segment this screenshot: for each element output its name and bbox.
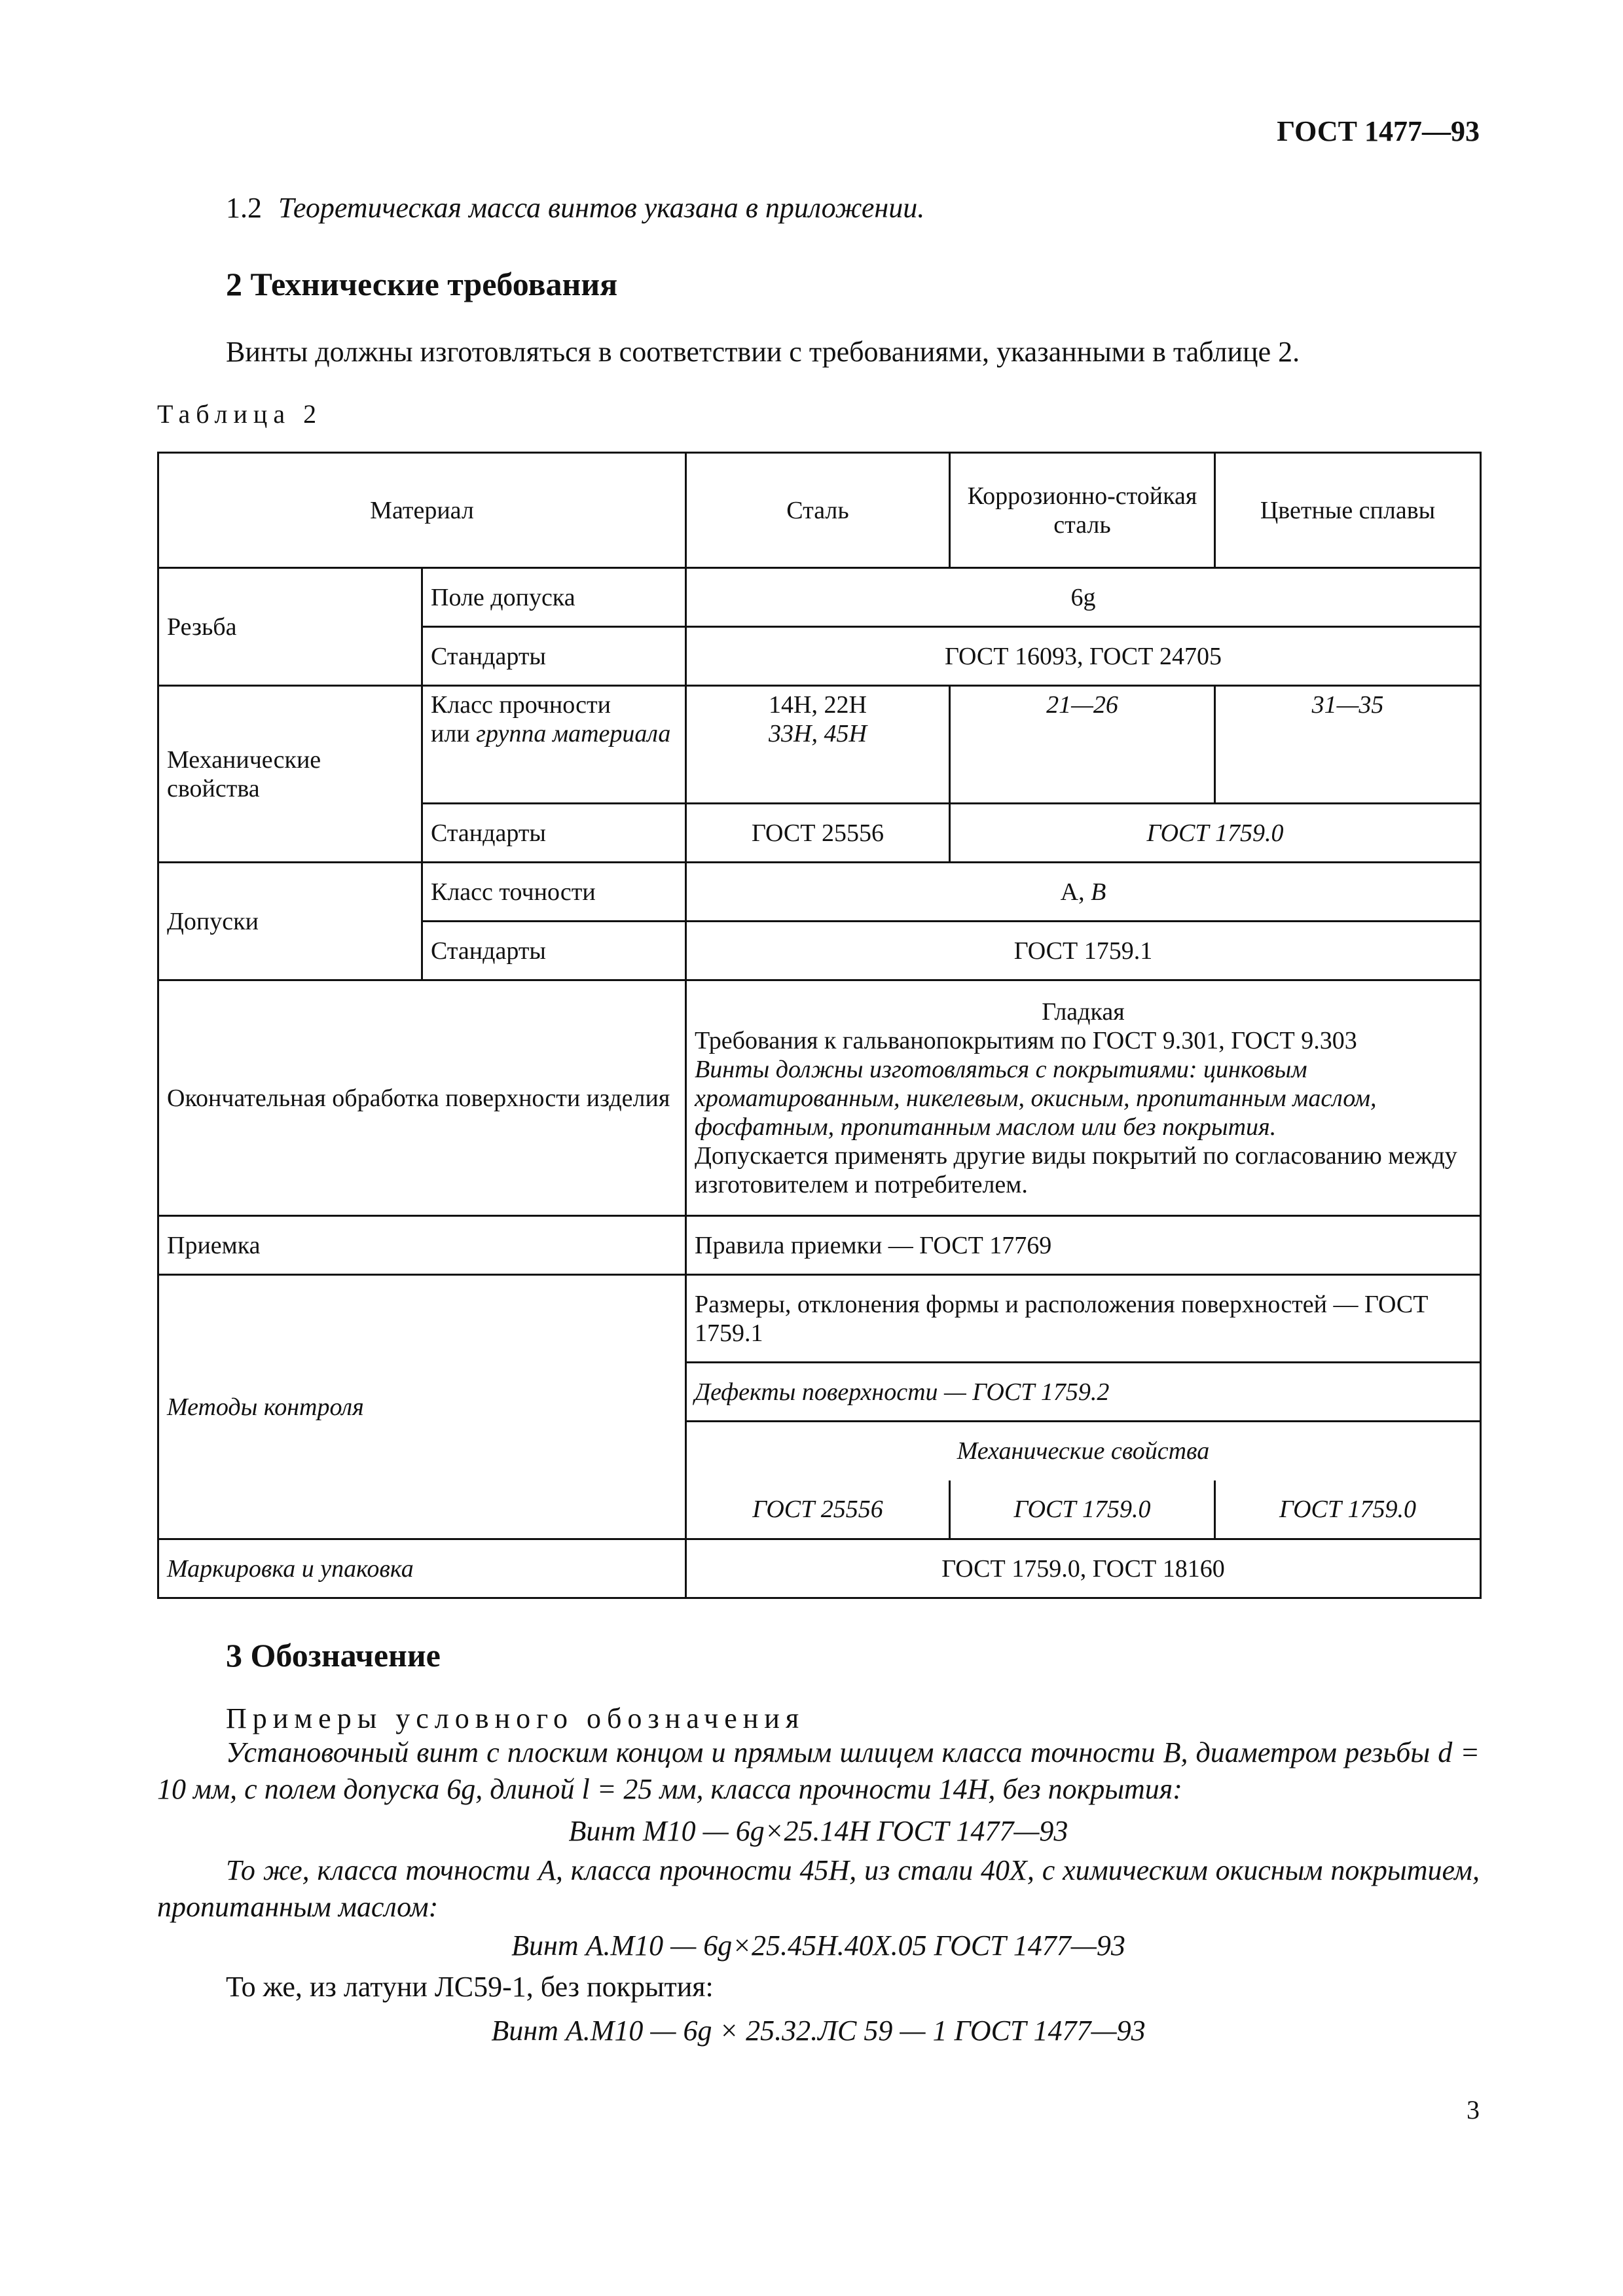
table-row (158, 568, 1481, 627)
document-code-header: ГОСТ 1477—93 (1277, 115, 1480, 147)
row-label-marking: Маркировка и упаковка (158, 1539, 686, 1598)
mech-class-stainless: 21—26 (950, 686, 1215, 804)
tol-std-label: Стандарты (422, 922, 686, 980)
tol-accuracy-label: Класс точности (422, 863, 686, 922)
example-2-code: Винт А.М10 — 6g×25.45H.40X.05 ГОСТ 1477—93 (511, 1929, 1125, 1962)
table-row (158, 1539, 1481, 1598)
section-3-title: 3 Обозначение (226, 1637, 441, 1674)
finish-line-1: Гладкая (1042, 997, 1125, 1026)
mech-class-steel-1: 14H, 22H (769, 691, 867, 719)
row-label-tolerances: Допуски (158, 863, 422, 980)
table-header-row (158, 453, 1481, 568)
mech-std-other: ГОСТ 1759.0 (950, 804, 1481, 863)
mech-class-label-2: или (431, 720, 470, 747)
acceptance-value: Правила приемки — ГОСТ 17769 (686, 1216, 1481, 1275)
table-row (158, 1275, 1481, 1363)
mech-std-label: Стандарты (422, 804, 686, 863)
control-mech-stainless: ГОСТ 1759.0 (950, 1480, 1215, 1539)
mech-class-nonferrous: 31—35 (1215, 686, 1481, 804)
header-stainless: Коррозионно-стойкая сталь (950, 453, 1215, 568)
thread-tol-label: Поле допуска (422, 568, 686, 627)
examples-heading: Примеры условного обозначения (226, 1702, 805, 1734)
row-label-mechanical: Механические свойства (158, 686, 422, 863)
mech-class-label (422, 686, 686, 804)
example-3-code: Винт А.М10 — 6g × 25.32.ЛС 59 — 1 ГОСТ 1477—93 (491, 2015, 1146, 2047)
row-label-control: Методы контроля (158, 1275, 686, 1539)
finish-line-3: Винты должны изготовляться с покрытиями: цинковым хроматированным, никелевым, окисным, пропитанным маслом, фосфатным, пропитанным маслом или без покрытия. (695, 1055, 1377, 1141)
section-2-intro: Винты должны изготовляться в соответствии с требованиями, указанными в таблице 2. (226, 336, 1300, 368)
mech-class-steel (686, 686, 950, 804)
header-material: Материал (158, 453, 686, 568)
table-row (158, 980, 1481, 1216)
section-1-2 (226, 190, 1470, 226)
control-dims: Размеры, отклонения формы и расположения поверхностей — ГОСТ 1759.1 (686, 1275, 1481, 1363)
control-mech-title: Механические свойства (686, 1422, 1481, 1480)
mech-class-steel-2: 33H, 45H (769, 720, 867, 747)
table-row (158, 863, 1481, 922)
table-caption: Таблица 2 (157, 399, 323, 429)
tol-accuracy-a: А, (1060, 878, 1085, 906)
thread-tol-value: 6g (686, 568, 1481, 627)
finish-line-4: Допускается применять другие виды покрытий по согласованию между изготовителем и потребителем. (695, 1141, 1457, 1198)
thread-std-value: ГОСТ 16093, ГОСТ 24705 (686, 627, 1481, 686)
row-label-thread: Резьба (158, 568, 422, 686)
row-label-finish: Окончательная обработка поверхности изделия (158, 980, 686, 1216)
mech-class-label-1: Класс прочности (431, 691, 611, 719)
finish-value (686, 980, 1481, 1216)
item-text: Теоретическая масса винтов указана в приложении. (278, 192, 925, 224)
example-2-text: То же, класса точности А, класса прочности 45H, из стали 40Х, с химическим окисным покрытием, пропитанным маслом: (157, 1854, 1480, 1923)
tol-std-value: ГОСТ 1759.1 (686, 922, 1481, 980)
example-1-text: Установочный винт с плоским концом и прямым шлицем класса точности В, диаметром резьбы d = 10 мм, с полем допуска 6g, длиной l = 25 мм, класса прочности 14H, без покрытия: (157, 1736, 1480, 1805)
mech-std-steel: ГОСТ 25556 (686, 804, 950, 863)
tol-accuracy-value (686, 863, 1481, 922)
finish-line-2: Требования к гальванопокрытиям по ГОСТ 9.301, ГОСТ 9.303 (695, 1026, 1357, 1054)
table-2 (157, 452, 1482, 1599)
thread-std-label: Стандарты (422, 627, 686, 686)
marking-value: ГОСТ 1759.0, ГОСТ 18160 (686, 1539, 1481, 1598)
mech-class-label-3: группа материала (476, 720, 671, 747)
control-mech-steel: ГОСТ 25556 (686, 1480, 950, 1539)
control-defects: Дефекты поверхности — ГОСТ 1759.2 (686, 1363, 1481, 1422)
example-1-code: Винт М10 — 6g×25.14H ГОСТ 1477—93 (568, 1815, 1068, 1847)
example-3-text: То же, из латуни ЛС59-1, без покрытия: (226, 1971, 714, 2003)
section-2-title: 2 Технические требования (226, 266, 618, 302)
table-row (158, 1216, 1481, 1275)
row-label-acceptance: Приемка (158, 1216, 686, 1275)
control-mech-nonferrous: ГОСТ 1759.0 (1215, 1480, 1481, 1539)
table-row (158, 686, 1481, 804)
item-number: 1.2 (226, 192, 262, 224)
tol-accuracy-b: В (1091, 878, 1106, 906)
header-nonferrous: Цветные сплавы (1215, 453, 1481, 568)
page-number: 3 (1467, 2095, 1480, 2125)
header-steel: Сталь (686, 453, 950, 568)
